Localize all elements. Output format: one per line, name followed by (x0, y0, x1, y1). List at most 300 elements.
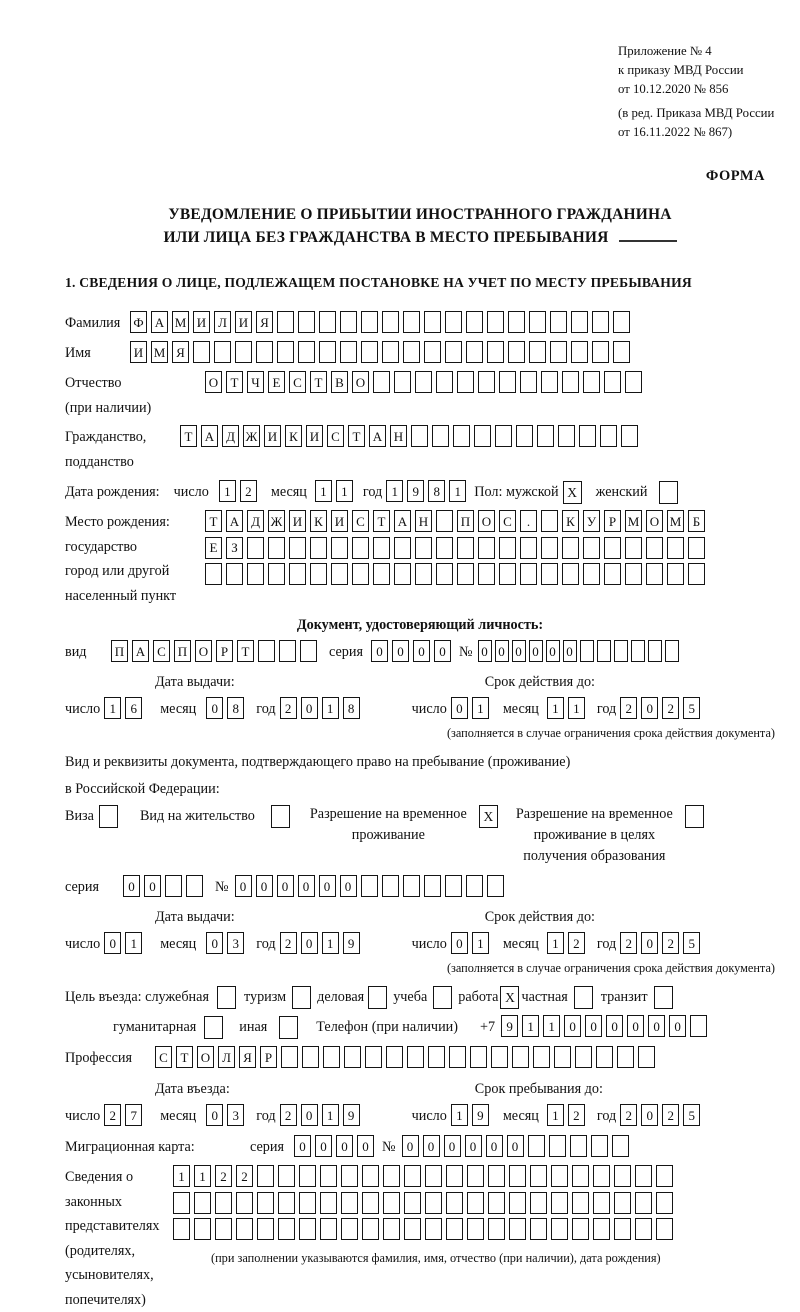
birth-place-row1-cell[interactable]: М (625, 510, 642, 532)
representatives-row3-cell[interactable] (173, 1218, 190, 1240)
birth-place-row3-cell[interactable] (415, 563, 432, 585)
given-name-cells-cell[interactable]: М (151, 341, 168, 363)
profession-cells-cell[interactable] (344, 1046, 361, 1068)
patronymic-cells-cell[interactable]: Т (226, 371, 243, 393)
resid-expiry-month-cells-cell[interactable]: 1 (547, 932, 564, 954)
stay-day-cells-cell[interactable]: 9 (472, 1104, 489, 1126)
birth-place-row1-cell[interactable] (436, 510, 453, 532)
profession-cells-cell[interactable] (596, 1046, 613, 1068)
representatives-row2-cell[interactable] (404, 1192, 421, 1214)
profession-cells-cell[interactable] (554, 1046, 571, 1068)
doc-type-cells-cell[interactable]: А (132, 640, 149, 662)
temp-residence-checkbox[interactable]: X (479, 805, 498, 828)
birth-place-row3-cell[interactable] (373, 563, 390, 585)
patronymic-cells-cell[interactable] (457, 371, 474, 393)
representatives-row1-cell[interactable] (614, 1165, 631, 1187)
birth-place-row1-cell[interactable]: . (520, 510, 537, 532)
representatives-row1-cell[interactable] (593, 1165, 610, 1187)
doc-number-cells-cell[interactable]: 0 (529, 640, 543, 662)
doc-number-cells-cell[interactable]: 0 (546, 640, 560, 662)
representatives-row1-cell[interactable] (404, 1165, 421, 1187)
representatives-row3-cell[interactable] (194, 1218, 211, 1240)
given-name-cells-cell[interactable] (256, 341, 273, 363)
entry-year-cells-cell[interactable]: 1 (322, 1104, 339, 1126)
representatives-row3-cell[interactable] (572, 1218, 589, 1240)
birth-place-row2-cell[interactable] (604, 537, 621, 559)
doc-type-cells-cell[interactable]: П (111, 640, 128, 662)
representatives-row1-cell[interactable] (341, 1165, 358, 1187)
surname-cells-cell[interactable] (403, 311, 420, 333)
representatives-row1-cell[interactable] (299, 1165, 316, 1187)
given-name-cells-cell[interactable] (445, 341, 462, 363)
doc-issue-day-cells-cell[interactable]: 6 (125, 697, 142, 719)
given-name-cells-cell[interactable] (214, 341, 231, 363)
phone-cells-cell[interactable]: 1 (543, 1015, 560, 1037)
doc-type-cells-cell[interactable]: С (153, 640, 170, 662)
resid-issue-year-cells-cell[interactable]: 0 (301, 932, 318, 954)
birth-place-row1-cell[interactable]: Н (415, 510, 432, 532)
surname-cells-cell[interactable] (340, 311, 357, 333)
birth-place-row2-cell[interactable] (415, 537, 432, 559)
birth-place-row3-cell[interactable] (541, 563, 558, 585)
citizenship-cells-cell[interactable] (495, 425, 512, 447)
phone-cells-cell[interactable]: 0 (606, 1015, 623, 1037)
birth-place-row2-cell[interactable] (268, 537, 285, 559)
surname-cells-cell[interactable]: И (235, 311, 252, 333)
birth-place-row3-cell[interactable] (520, 563, 537, 585)
representatives-row3-cell[interactable] (404, 1218, 421, 1240)
profession-cells-cell[interactable]: Р (260, 1046, 277, 1068)
surname-cells-cell[interactable]: М (172, 311, 189, 333)
resid-number-cells-cell[interactable] (466, 875, 483, 897)
migration-series-cells-cell[interactable]: 0 (357, 1135, 374, 1157)
birth-place-row2-cell[interactable]: Е (205, 537, 222, 559)
patronymic-cells-cell[interactable]: Е (268, 371, 285, 393)
surname-cells-cell[interactable] (382, 311, 399, 333)
doc-type-cells-cell[interactable] (279, 640, 296, 662)
representatives-row3-cell[interactable] (530, 1218, 547, 1240)
purpose-business-checkbox[interactable] (368, 986, 387, 1009)
representatives-row2-cell[interactable] (467, 1192, 484, 1214)
representatives-row2-cell[interactable] (593, 1192, 610, 1214)
phone-cells-cell[interactable]: 0 (627, 1015, 644, 1037)
resid-number-cells-cell[interactable]: 0 (277, 875, 294, 897)
birth-place-row1-cell[interactable]: Д (247, 510, 264, 532)
citizenship-cells-cell[interactable] (411, 425, 428, 447)
birth-place-row1-cell[interactable]: С (499, 510, 516, 532)
representatives-row1-cell[interactable] (488, 1165, 505, 1187)
birth-place-row3-cell[interactable] (268, 563, 285, 585)
patronymic-cells-cell[interactable] (478, 371, 495, 393)
profession-cells-cell[interactable] (638, 1046, 655, 1068)
representatives-row2-cell[interactable] (509, 1192, 526, 1214)
stay-year-cells-cell[interactable]: 5 (683, 1104, 700, 1126)
patronymic-cells-cell[interactable]: В (331, 371, 348, 393)
birth-place-row3-cell[interactable] (226, 563, 243, 585)
profession-cells-cell[interactable] (470, 1046, 487, 1068)
birth-place-row3-cell[interactable] (562, 563, 579, 585)
representatives-row3-cell[interactable] (509, 1218, 526, 1240)
profession-cells-cell[interactable] (407, 1046, 424, 1068)
resid-series-cells-cell[interactable]: 0 (144, 875, 161, 897)
citizenship-cells-cell[interactable] (558, 425, 575, 447)
given-name-cells-cell[interactable] (340, 341, 357, 363)
representatives-row3-cell[interactable] (467, 1218, 484, 1240)
purpose-humanitarian-checkbox[interactable] (204, 1016, 223, 1039)
birth-place-row1-cell[interactable]: О (478, 510, 495, 532)
birth-place-row3-cell[interactable] (499, 563, 516, 585)
resid-number-cells-cell[interactable]: 0 (298, 875, 315, 897)
purpose-official-checkbox[interactable] (217, 986, 236, 1009)
given-name-cells-cell[interactable] (298, 341, 315, 363)
birth-place-row3-cell[interactable] (310, 563, 327, 585)
surname-cells-cell[interactable] (466, 311, 483, 333)
patronymic-cells-cell[interactable] (625, 371, 642, 393)
surname-cells-cell[interactable] (550, 311, 567, 333)
birth-place-row3-cell[interactable] (436, 563, 453, 585)
given-name-cells-cell[interactable] (193, 341, 210, 363)
surname-cells-cell[interactable] (613, 311, 630, 333)
surname-cells-cell[interactable] (487, 311, 504, 333)
doc-number-cells-cell[interactable] (665, 640, 679, 662)
resid-expiry-day-cells-cell[interactable]: 0 (451, 932, 468, 954)
representatives-row2-cell[interactable] (236, 1192, 253, 1214)
representatives-row3-cell[interactable] (299, 1218, 316, 1240)
representatives-row2-cell[interactable] (446, 1192, 463, 1214)
representatives-row3-cell[interactable] (257, 1218, 274, 1240)
birth-year-cells-cell[interactable]: 1 (386, 480, 403, 502)
patronymic-cells-cell[interactable] (436, 371, 453, 393)
doc-series-cells-cell[interactable]: 0 (392, 640, 409, 662)
resid-number-cells-cell[interactable] (361, 875, 378, 897)
doc-issue-month-cells-cell[interactable]: 0 (206, 697, 223, 719)
purpose-work-checkbox[interactable]: X (500, 986, 519, 1009)
representatives-row3-cell[interactable] (383, 1218, 400, 1240)
patronymic-cells-cell[interactable]: С (289, 371, 306, 393)
profession-cells-cell[interactable] (512, 1046, 529, 1068)
surname-cells-cell[interactable] (277, 311, 294, 333)
profession-cells-cell[interactable]: С (155, 1046, 172, 1068)
surname-cells-cell[interactable]: И (193, 311, 210, 333)
doc-type-cells-cell[interactable] (258, 640, 275, 662)
birth-place-row3-cell[interactable] (289, 563, 306, 585)
representatives-row2-cell[interactable] (635, 1192, 652, 1214)
resid-issue-month-cells-cell[interactable]: 3 (227, 932, 244, 954)
given-name-cells-cell[interactable] (529, 341, 546, 363)
doc-expiry-year-cells-cell[interactable]: 2 (620, 697, 637, 719)
representatives-row2-cell[interactable] (572, 1192, 589, 1214)
entry-month-cells-cell[interactable]: 0 (206, 1104, 223, 1126)
doc-expiry-day-cells-cell[interactable]: 1 (472, 697, 489, 719)
birth-year-cells-cell[interactable]: 8 (428, 480, 445, 502)
representatives-row2-cell[interactable] (614, 1192, 631, 1214)
birth-place-row2-cell[interactable] (247, 537, 264, 559)
phone-cells-cell[interactable]: 0 (585, 1015, 602, 1037)
representatives-row3-cell[interactable] (320, 1218, 337, 1240)
given-name-cells-cell[interactable] (403, 341, 420, 363)
representatives-row1-cell[interactable] (635, 1165, 652, 1187)
given-name-cells-cell[interactable] (487, 341, 504, 363)
representatives-row3-cell[interactable] (215, 1218, 232, 1240)
representatives-row1-cell[interactable] (446, 1165, 463, 1187)
birth-place-row1-cell[interactable]: Б (688, 510, 705, 532)
representatives-row1-cell[interactable] (509, 1165, 526, 1187)
resid-number-cells-cell[interactable] (382, 875, 399, 897)
resid-expiry-year-cells-cell[interactable]: 2 (620, 932, 637, 954)
birth-place-row2-cell[interactable] (352, 537, 369, 559)
representatives-row1-cell[interactable]: 1 (173, 1165, 190, 1187)
purpose-private-checkbox[interactable] (574, 986, 593, 1009)
citizenship-cells-cell[interactable] (579, 425, 596, 447)
citizenship-cells-cell[interactable]: С (327, 425, 344, 447)
patronymic-cells-cell[interactable]: О (352, 371, 369, 393)
citizenship-cells-cell[interactable]: К (285, 425, 302, 447)
citizenship-cells-cell[interactable] (453, 425, 470, 447)
birth-place-row1-cell[interactable]: И (331, 510, 348, 532)
birth-place-row1-cell[interactable]: О (646, 510, 663, 532)
profession-cells-cell[interactable]: Я (239, 1046, 256, 1068)
birth-place-row1-cell[interactable]: К (562, 510, 579, 532)
birth-place-row2-cell[interactable] (457, 537, 474, 559)
citizenship-cells-cell[interactable]: Ж (243, 425, 260, 447)
migration-number-cells-cell[interactable]: 0 (402, 1135, 419, 1157)
stay-year-cells-cell[interactable]: 0 (641, 1104, 658, 1126)
resid-issue-year-cells-cell[interactable]: 1 (322, 932, 339, 954)
profession-cells-cell[interactable] (533, 1046, 550, 1068)
entry-day-cells-cell[interactable]: 2 (104, 1104, 121, 1126)
representatives-row2-cell[interactable] (341, 1192, 358, 1214)
patronymic-cells-cell[interactable] (415, 371, 432, 393)
birth-place-row2-cell[interactable] (520, 537, 537, 559)
resid-expiry-month-cells-cell[interactable]: 2 (568, 932, 585, 954)
citizenship-cells-cell[interactable]: Т (180, 425, 197, 447)
surname-cells-cell[interactable] (361, 311, 378, 333)
doc-expiry-year-cells-cell[interactable]: 5 (683, 697, 700, 719)
doc-expiry-month-cells-cell[interactable]: 1 (547, 697, 564, 719)
representatives-row3-cell[interactable] (278, 1218, 295, 1240)
migration-number-cells-cell[interactable] (528, 1135, 545, 1157)
migration-number-cells-cell[interactable] (591, 1135, 608, 1157)
citizenship-cells-cell[interactable] (621, 425, 638, 447)
birth-place-row3-cell[interactable] (625, 563, 642, 585)
doc-expiry-year-cells-cell[interactable]: 0 (641, 697, 658, 719)
citizenship-cells-cell[interactable]: А (369, 425, 386, 447)
representatives-row2-cell[interactable] (320, 1192, 337, 1214)
given-name-cells-cell[interactable] (613, 341, 630, 363)
birth-year-cells-cell[interactable]: 1 (449, 480, 466, 502)
citizenship-cells-cell[interactable] (474, 425, 491, 447)
surname-cells-cell[interactable] (571, 311, 588, 333)
birth-place-row3-cell[interactable] (667, 563, 684, 585)
representatives-row1-cell[interactable] (530, 1165, 547, 1187)
profession-cells-cell[interactable] (365, 1046, 382, 1068)
migration-series-cells-cell[interactable]: 0 (336, 1135, 353, 1157)
migration-number-cells-cell[interactable]: 0 (444, 1135, 461, 1157)
birth-place-row2-cell[interactable] (625, 537, 642, 559)
resid-number-cells-cell[interactable]: 0 (319, 875, 336, 897)
citizenship-cells-cell[interactable] (600, 425, 617, 447)
representatives-row1-cell[interactable] (656, 1165, 673, 1187)
birth-place-row1-cell[interactable]: М (667, 510, 684, 532)
birth-place-row3-cell[interactable] (457, 563, 474, 585)
birth-place-row2-cell[interactable] (373, 537, 390, 559)
stay-month-cells-cell[interactable]: 1 (547, 1104, 564, 1126)
resid-issue-month-cells-cell[interactable]: 0 (206, 932, 223, 954)
birth-place-row1-cell[interactable]: Т (205, 510, 222, 532)
migration-number-cells-cell[interactable]: 0 (507, 1135, 524, 1157)
representatives-row2-cell[interactable] (488, 1192, 505, 1214)
representatives-row1-cell[interactable] (257, 1165, 274, 1187)
birth-place-row2-cell[interactable] (394, 537, 411, 559)
resid-series-cells-cell[interactable]: 0 (123, 875, 140, 897)
doc-number-cells-cell[interactable]: 0 (563, 640, 577, 662)
citizenship-cells-cell[interactable] (432, 425, 449, 447)
profession-cells-cell[interactable] (281, 1046, 298, 1068)
birth-place-row3-cell[interactable] (352, 563, 369, 585)
citizenship-cells-cell[interactable]: И (306, 425, 323, 447)
doc-issue-year-cells-cell[interactable]: 2 (280, 697, 297, 719)
resid-number-cells-cell[interactable]: 0 (340, 875, 357, 897)
given-name-cells-cell[interactable] (466, 341, 483, 363)
phone-cells-cell[interactable]: 0 (669, 1015, 686, 1037)
doc-type-cells-cell[interactable]: Т (237, 640, 254, 662)
entry-year-cells-cell[interactable]: 2 (280, 1104, 297, 1126)
doc-number-cells-cell[interactable] (648, 640, 662, 662)
given-name-cells-cell[interactable] (382, 341, 399, 363)
patronymic-cells-cell[interactable] (373, 371, 390, 393)
doc-number-cells-cell[interactable]: 0 (478, 640, 492, 662)
birth-place-row1-cell[interactable]: А (394, 510, 411, 532)
doc-number-cells-cell[interactable] (597, 640, 611, 662)
profession-cells-cell[interactable]: Л (218, 1046, 235, 1068)
resid-expiry-year-cells-cell[interactable]: 2 (662, 932, 679, 954)
birth-place-row2-cell[interactable]: З (226, 537, 243, 559)
phone-cells-cell[interactable]: 1 (522, 1015, 539, 1037)
representatives-row1-cell[interactable]: 2 (236, 1165, 253, 1187)
purpose-transit-checkbox[interactable] (654, 986, 673, 1009)
representatives-row1-cell[interactable] (467, 1165, 484, 1187)
stay-day-cells-cell[interactable]: 1 (451, 1104, 468, 1126)
representatives-row1-cell[interactable] (425, 1165, 442, 1187)
resid-issue-day-cells-cell[interactable]: 0 (104, 932, 121, 954)
given-name-cells-cell[interactable] (508, 341, 525, 363)
birth-place-row3-cell[interactable] (688, 563, 705, 585)
resid-issue-year-cells-cell[interactable]: 9 (343, 932, 360, 954)
doc-issue-year-cells-cell[interactable]: 0 (301, 697, 318, 719)
surname-cells-cell[interactable] (508, 311, 525, 333)
birth-day-cells-cell[interactable]: 2 (240, 480, 257, 502)
given-name-cells-cell[interactable] (424, 341, 441, 363)
sex-male-checkbox[interactable]: X (563, 481, 582, 504)
patronymic-cells-cell[interactable]: Т (310, 371, 327, 393)
stay-month-cells-cell[interactable]: 2 (568, 1104, 585, 1126)
representatives-row3-cell[interactable] (341, 1218, 358, 1240)
resid-number-cells-cell[interactable] (445, 875, 462, 897)
resid-series-cells-cell[interactable] (186, 875, 203, 897)
resid-number-cells-cell[interactable] (403, 875, 420, 897)
phone-cells-cell[interactable]: 9 (501, 1015, 518, 1037)
surname-cells-cell[interactable] (424, 311, 441, 333)
representatives-row2-cell[interactable] (257, 1192, 274, 1214)
profession-cells-cell[interactable] (428, 1046, 445, 1068)
migration-series-cells-cell[interactable]: 0 (294, 1135, 311, 1157)
resid-number-cells-cell[interactable] (487, 875, 504, 897)
doc-expiry-day-cells-cell[interactable]: 0 (451, 697, 468, 719)
resid-expiry-year-cells-cell[interactable]: 0 (641, 932, 658, 954)
entry-day-cells-cell[interactable]: 7 (125, 1104, 142, 1126)
patronymic-cells-cell[interactable] (562, 371, 579, 393)
birth-place-row3-cell[interactable] (583, 563, 600, 585)
migration-number-cells-cell[interactable]: 0 (423, 1135, 440, 1157)
patronymic-cells-cell[interactable]: О (205, 371, 222, 393)
surname-cells-cell[interactable]: А (151, 311, 168, 333)
resid-expiry-day-cells-cell[interactable]: 1 (472, 932, 489, 954)
migration-series-cells-cell[interactable]: 0 (315, 1135, 332, 1157)
doc-number-cells-cell[interactable] (631, 640, 645, 662)
birth-month-cells-cell[interactable]: 1 (336, 480, 353, 502)
doc-type-cells-cell[interactable]: П (174, 640, 191, 662)
representatives-row2-cell[interactable] (278, 1192, 295, 1214)
citizenship-cells-cell[interactable]: Н (390, 425, 407, 447)
phone-cells-cell[interactable]: 0 (564, 1015, 581, 1037)
purpose-tourism-checkbox[interactable] (292, 986, 311, 1009)
surname-cells-cell[interactable]: Л (214, 311, 231, 333)
patronymic-cells-cell[interactable] (499, 371, 516, 393)
birth-place-row2-cell[interactable] (310, 537, 327, 559)
representatives-row3-cell[interactable] (635, 1218, 652, 1240)
citizenship-cells-cell[interactable]: А (201, 425, 218, 447)
profession-cells-cell[interactable] (386, 1046, 403, 1068)
surname-cells-cell[interactable] (319, 311, 336, 333)
doc-type-cells-cell[interactable] (300, 640, 317, 662)
profession-cells-cell[interactable] (575, 1046, 592, 1068)
migration-number-cells-cell[interactable] (570, 1135, 587, 1157)
birth-place-row3-cell[interactable] (394, 563, 411, 585)
representatives-row1-cell[interactable] (572, 1165, 589, 1187)
migration-number-cells-cell[interactable] (612, 1135, 629, 1157)
entry-year-cells-cell[interactable]: 9 (343, 1104, 360, 1126)
doc-series-cells-cell[interactable]: 0 (413, 640, 430, 662)
patronymic-cells-cell[interactable] (394, 371, 411, 393)
surname-cells-cell[interactable] (298, 311, 315, 333)
birth-place-row1-cell[interactable] (541, 510, 558, 532)
birth-place-row2-cell[interactable] (562, 537, 579, 559)
stay-year-cells-cell[interactable]: 2 (620, 1104, 637, 1126)
representatives-row2-cell[interactable] (656, 1192, 673, 1214)
representatives-row2-cell[interactable] (194, 1192, 211, 1214)
representatives-row2-cell[interactable] (425, 1192, 442, 1214)
profession-cells-cell[interactable]: Т (176, 1046, 193, 1068)
representatives-row1-cell[interactable]: 2 (215, 1165, 232, 1187)
birth-day-cells-cell[interactable]: 1 (219, 480, 236, 502)
resid-series-cells-cell[interactable] (165, 875, 182, 897)
doc-type-cells-cell[interactable]: Р (216, 640, 233, 662)
profession-cells-cell[interactable] (323, 1046, 340, 1068)
citizenship-cells-cell[interactable]: Т (348, 425, 365, 447)
surname-cells-cell[interactable]: Ф (130, 311, 147, 333)
birth-place-row1-cell[interactable]: Ж (268, 510, 285, 532)
purpose-study-checkbox[interactable] (433, 986, 452, 1009)
resid-number-cells-cell[interactable]: 0 (256, 875, 273, 897)
birth-place-row3-cell[interactable] (646, 563, 663, 585)
representatives-row1-cell[interactable] (320, 1165, 337, 1187)
representatives-row1-cell[interactable] (383, 1165, 400, 1187)
patronymic-cells-cell[interactable] (520, 371, 537, 393)
doc-number-cells-cell[interactable] (580, 640, 594, 662)
birth-place-row3-cell[interactable] (331, 563, 348, 585)
birth-place-row3-cell[interactable] (247, 563, 264, 585)
visa-checkbox[interactable] (99, 805, 118, 828)
